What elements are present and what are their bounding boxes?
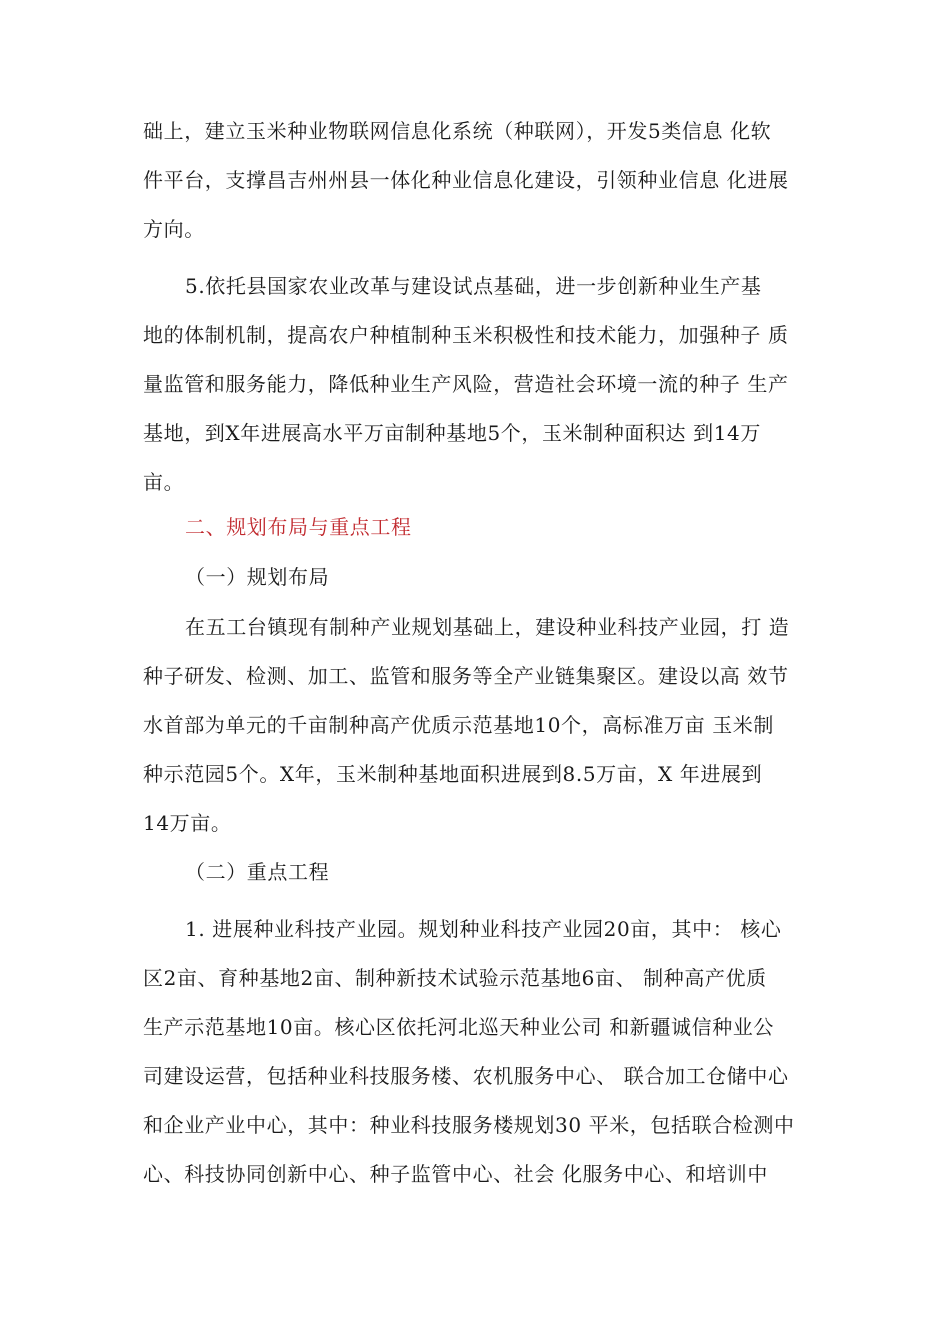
text-line: 生产示范基地10亩。核心区依托河北巡天种业公司 和新疆诚信种业公 [143, 1015, 775, 1039]
paragraph-layout [143, 603, 817, 848]
text-line: 和企业产业中心，其中：种业科技服务楼规划30 平米，包括联合检测中 [143, 1113, 795, 1137]
text-line: 方向。 [143, 217, 205, 241]
text-line: 在五工台镇现有制种产业规划基础上，建设种业科技产业园，打 造 [185, 615, 790, 639]
text-line: 心、科技协同创新中心、种子监管中心、社会 化服务中心、和培训中 [143, 1162, 768, 1186]
text-line: 亩。 [143, 470, 185, 494]
text-line: 基地，到X年进展高水平万亩制种基地5个，玉米制种面积达 到14万 [143, 421, 761, 445]
subheading-text: （二）重点工程 [185, 860, 330, 884]
subheading-layout [143, 553, 817, 602]
text-line: 14万亩。 [143, 811, 232, 835]
section-heading-planning [143, 503, 817, 552]
heading-text: 二、规划布局与重点工程 [185, 515, 412, 539]
text-line: 量监管和服务能力，降低种业生产风险，营造社会环境一流的种子 生产 [143, 372, 789, 396]
subheading-text: （一）规划布局 [185, 565, 330, 589]
text-line: 水首部为单元的千亩制种高产优质示范基地10个，高标准万亩 玉米制 [143, 713, 775, 737]
subheading-key-projects [143, 848, 817, 897]
text-line: 区2亩、育种基地2亩、制种新技术试验示范基地6亩、 制种高产优质 [143, 966, 767, 990]
text-line: 件平台，支撑昌吉州州县一体化种业信息化建设，引领种业信息 化进展 [143, 168, 789, 192]
text-line: 司建设运营，包括种业科技服务楼、农机服务中心、 联合加工仓储中心 [143, 1064, 789, 1088]
paragraph-item-1 [143, 905, 817, 1199]
text-line: 种示范园5个。X年，玉米制种基地面积进展到8.5万亩，X 年进展到 [143, 762, 763, 786]
text-line: 地的体制机制，提高农户种植制种玉米积极性和技术能力，加强种子 质 [143, 323, 789, 347]
text-line: 5.依托县国家农业改革与建设试点基础，进一步创新种业生产基 [185, 274, 762, 298]
text-line: 础上，建立玉米种业物联网信息化系统（种联网），开发5类信息 化软 [143, 119, 772, 143]
text-line: 1. 进展种业科技产业园。规划种业科技产业园20亩，其中： 核心 [185, 917, 782, 941]
paragraph-informatization [143, 107, 817, 254]
paragraph-item-5 [143, 262, 817, 507]
text-line: 种子研发、检测、加工、监管和服务等全产业链集聚区。建设以高 效节 [143, 664, 789, 688]
